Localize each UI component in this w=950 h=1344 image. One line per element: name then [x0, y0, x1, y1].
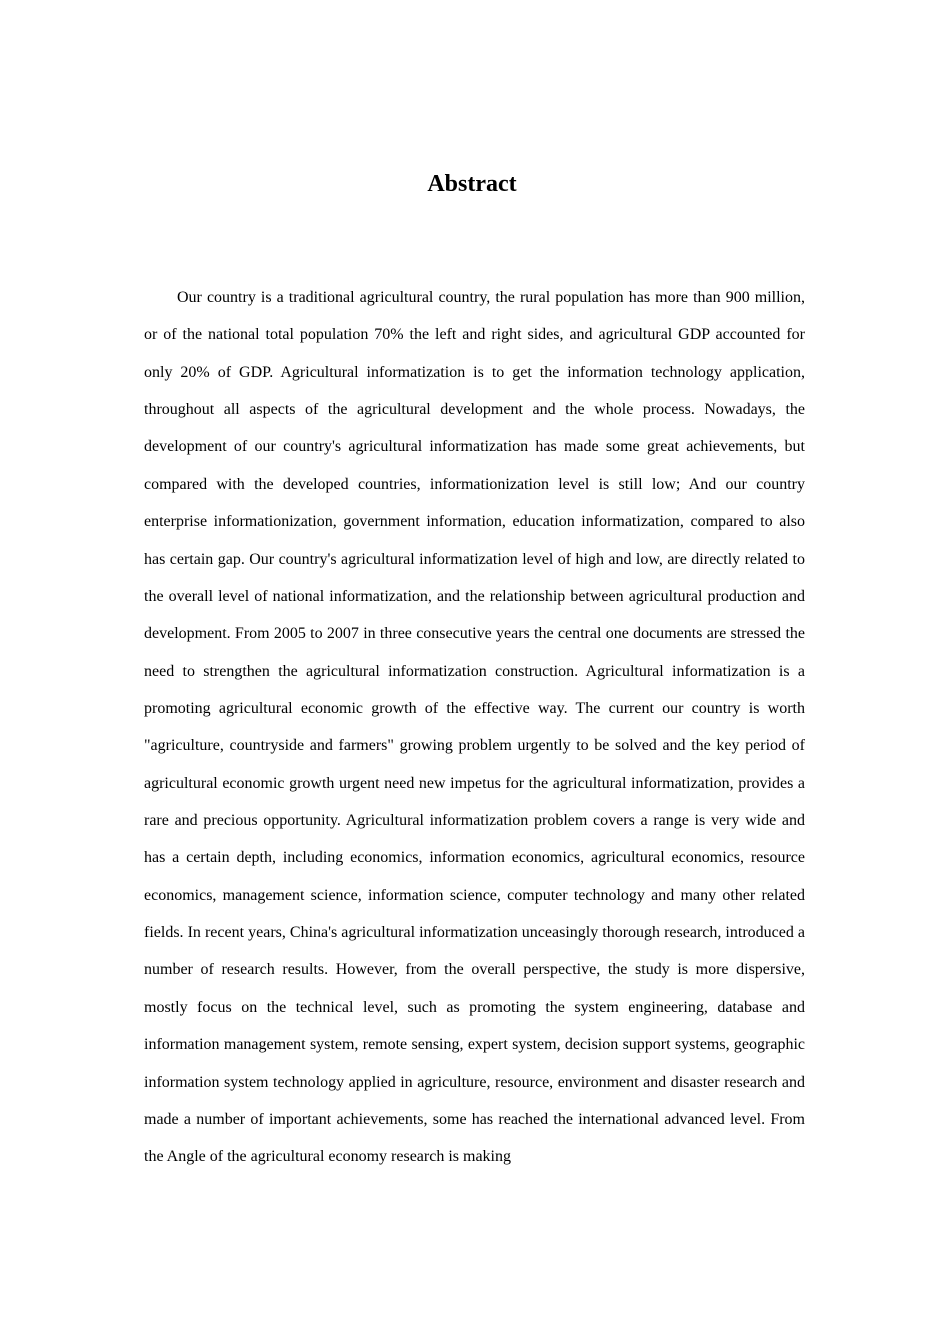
page-title: Abstract [427, 171, 517, 197]
abstract-paragraph: Our country is a traditional agricultural country, the rural population has more than 900 million, or of the national total population 70% the left and right sides, and agricultural GDP accounted for only 20% of GDP. Agricultural informatization is to get the information technology application, throughout all aspects of the agricultural development and the whole process. Nowadays, the development of our country's agricultural informatization has made some great achievements, but compared with the developed countries, informationization level is still low; And our country enterprise informationization, government information, education informatization, compared to also has certain gap. Our country's agricultural informatization level of high and low, are directly related to the overall level of national informatization, and the relationship between agricultural production and development. From 2005 to 2007 in three consecutive years the central one documents are stressed the need to strengthen the agricultural informatization construction. Agricultural informatization is a promoting agricultural economic growth of the effective way. The current our country is worth "agriculture, countryside and farmers" growing problem urgently to be solved and the key period of agricultural economic growth urgent need new impetus for the agricultural informatization, provides a rare and precious opportunity. Agricultural informatization problem covers a range is very wide and has a certain depth, including economics, information economics, agricultural economics, resource economics, management science, information science, computer technology and many other related fields. In recent years, China's agricultural informatization unceasingly thorough research, introduced a number of research results. However, from the overall perspective, the study is more dispersive, mostly focus on the technical level, such as promoting the system engineering, database and information management system, remote sensing, expert system, decision support systems, geographic information system technology applied in agriculture, resource, environment and disaster research and made a number of important achievements, some has reached the international advanced level. From the Angle of the agricultural economy research is making [144, 289, 805, 1166]
